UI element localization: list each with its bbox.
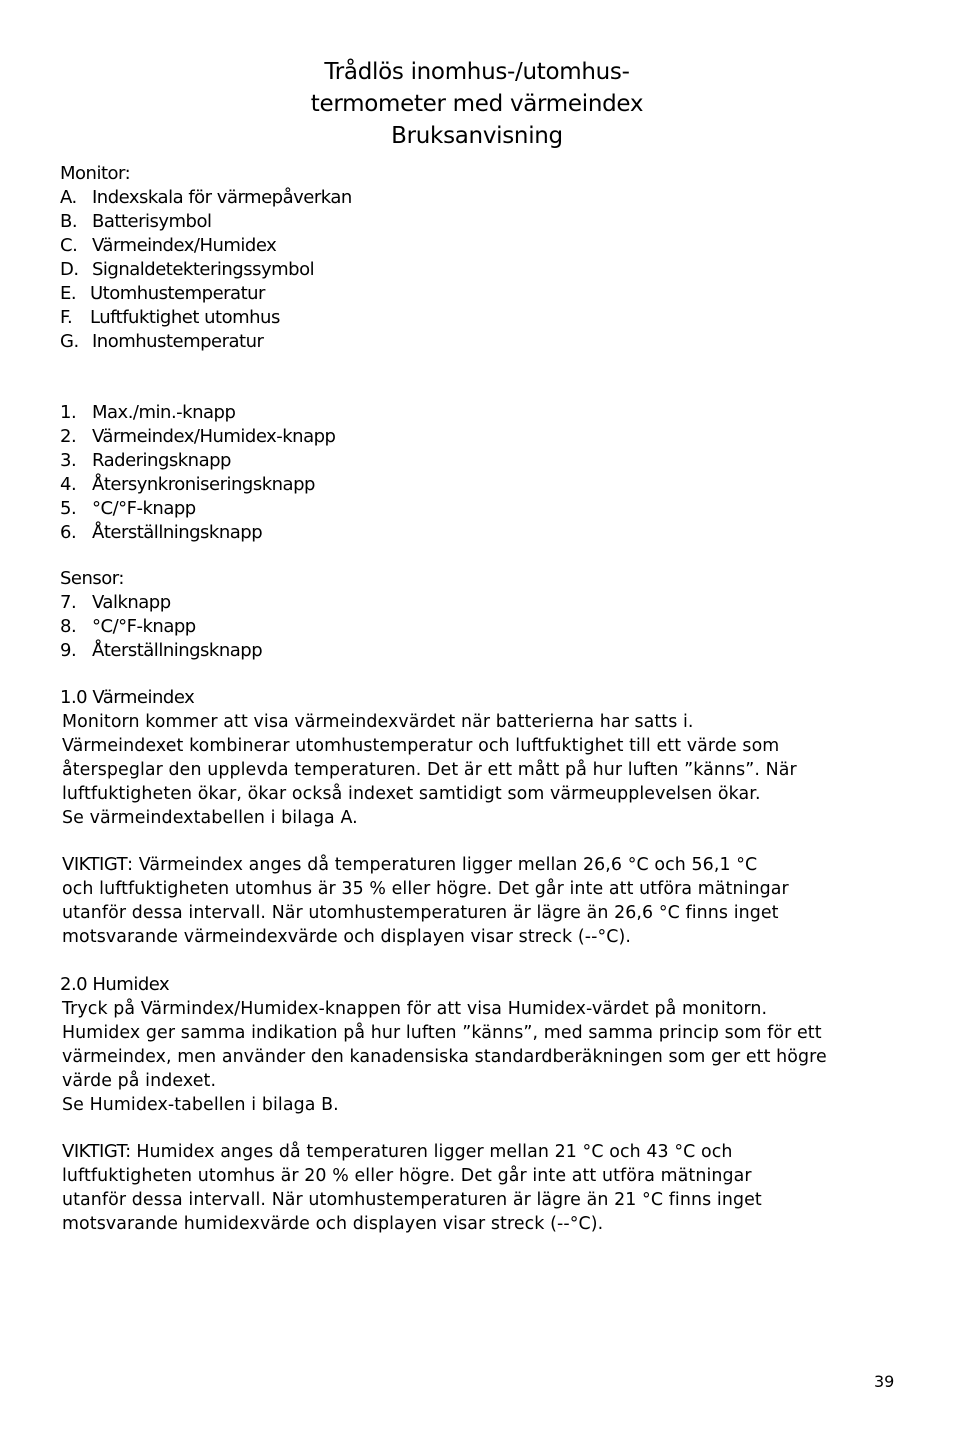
list-marker: C. (60, 235, 78, 256)
list-item (60, 186, 352, 210)
list-marker: 9. (60, 640, 77, 661)
list-item-text: °C/°F-knapp (92, 616, 196, 637)
list-item (60, 401, 335, 425)
list-item-text: Återsynkroniseringsknapp (92, 474, 315, 495)
list-marker: E. (60, 283, 77, 304)
paragraph-line: Se Humidex-tabellen i bilaga B. (62, 1095, 339, 1115)
list-item-text: Batterisymbol (92, 211, 212, 232)
list-item-text: Värmeindex/Humidex-knapp (92, 426, 336, 447)
list-marker: A. (60, 187, 77, 208)
title-line-1: Trådlös inomhus-/utomhus- (324, 59, 630, 85)
important-label: VIKTIGT (62, 854, 128, 875)
paragraph-line: Tryck på Värmindex/Humidex-knappen för att visa Humidex-värdet på monitorn. (62, 999, 768, 1019)
list-item (60, 639, 262, 663)
list-item (60, 615, 262, 639)
page-title (0, 56, 954, 152)
list-marker: G. (60, 331, 79, 352)
important-label: VIKTIGT: (62, 1141, 131, 1162)
list-item (60, 306, 352, 330)
list-item-text: Inomhustemperatur (92, 331, 264, 352)
list-marker: B. (60, 211, 78, 232)
list-marker: 2. (60, 426, 77, 447)
list-item-text: Signaldetekteringssymbol (92, 259, 315, 280)
list-item-text: Max./min.-knapp (92, 402, 236, 423)
list-item (60, 330, 352, 354)
important-text: : Värmeindex anges då temperaturen ligger mellan 26,6 °C och 56,1 °C (127, 855, 758, 875)
important-note (62, 853, 789, 949)
paragraph-line: värde på indexet. (62, 1071, 217, 1091)
list-item (60, 282, 352, 306)
paragraph-line: värmeindex, men använder den kanadensiska standardberäkningen som ger ett högre (62, 1047, 827, 1067)
list-item (60, 234, 352, 258)
paragraph-line: utanför dessa intervall. När utomhustemperaturen är lägre än 21 °C finns inget (62, 1190, 762, 1210)
list-marker: 1. (60, 402, 77, 423)
paragraph-line: utanför dessa intervall. När utomhustemperaturen är lägre än 26,6 °C finns inget (62, 903, 779, 923)
list-item (60, 449, 335, 473)
paragraph-line: motsvarande humidexvärde och displayen visar streck (--°C). (62, 1214, 604, 1234)
list-item-text: Värmeindex/Humidex (92, 235, 277, 256)
list-item (60, 521, 335, 545)
page-number: 39 (874, 1372, 895, 1391)
list-item-text: Återställningsknapp (92, 522, 263, 543)
list-item-text: Indexskala för värmepåverkan (92, 187, 352, 208)
section-paragraph (62, 997, 827, 1117)
paragraph-line: motsvarande värmeindexvärde och displayen visar streck (--°C). (62, 927, 632, 947)
paragraph-line: Se värmeindextabellen i bilaga A. (62, 808, 358, 828)
list-item (60, 425, 335, 449)
list-marker: 7. (60, 592, 77, 613)
list-item (60, 210, 352, 234)
list-item-text: Raderingsknapp (92, 450, 231, 471)
title-line-2: termometer med värmeindex (310, 91, 644, 117)
important-text: Humidex anges då temperaturen ligger mellan 21 °C och 43 °C och (130, 1142, 733, 1162)
paragraph-line (62, 853, 789, 877)
paragraph-line: luftfuktigheten utomhus är 20 % eller högre. Det går inte att utföra mätningar (62, 1166, 752, 1186)
list-marker: D. (60, 259, 79, 280)
list-item-text: Återställningsknapp (92, 640, 263, 661)
list-item (60, 473, 335, 497)
list-item (60, 591, 262, 615)
paragraph-line (62, 1140, 762, 1164)
list-item-text: Valknapp (92, 592, 171, 613)
paragraph-line: Humidex ger samma indikation på hur luften ”känns”, med samma princip som för ett (62, 1023, 822, 1043)
list-marker: 5. (60, 498, 77, 519)
title-line-3: Bruksanvisning (391, 123, 563, 149)
list-item-text: Utomhustemperatur (90, 283, 265, 304)
section-heading-humidex: 2.0 Humidex (60, 974, 170, 995)
list-item-text: °C/°F-knapp (92, 498, 196, 519)
paragraph-line: luftfuktigheten ökar, ökar också indexet samtidigt som värmeupplevelsen ökar. (62, 784, 761, 804)
list-marker: 6. (60, 522, 77, 543)
paragraph-line: och luftfuktigheten utomhus är 35 % eller högre. Det går inte att utföra mätningar (62, 879, 789, 899)
sensor-heading: Sensor: (60, 568, 124, 589)
monitor-list (60, 162, 352, 354)
button-list (60, 401, 335, 545)
paragraph-line: Monitorn kommer att visa värmeindexvärdet när batterierna har satts i. (62, 712, 694, 732)
list-item (60, 258, 352, 282)
list-item (60, 497, 335, 521)
section-heading-varmeindex: 1.0 Värmeindex (60, 687, 195, 708)
important-note (62, 1140, 762, 1236)
list-marker: 3. (60, 450, 77, 471)
list-marker: F. (60, 307, 73, 328)
section-paragraph (62, 710, 797, 830)
paragraph-line: återspeglar den upplevda temperaturen. Det är ett mått på hur luften ”känns”. När (62, 760, 797, 780)
sensor-list (60, 567, 262, 663)
paragraph-line: Värmeindexet kombinerar utomhustemperatur och luftfuktighet till ett värde som (62, 736, 780, 756)
list-marker: 4. (60, 474, 77, 495)
list-marker: 8. (60, 616, 77, 637)
monitor-heading: Monitor: (60, 163, 131, 184)
list-item-text: Luftfuktighet utomhus (90, 307, 280, 328)
